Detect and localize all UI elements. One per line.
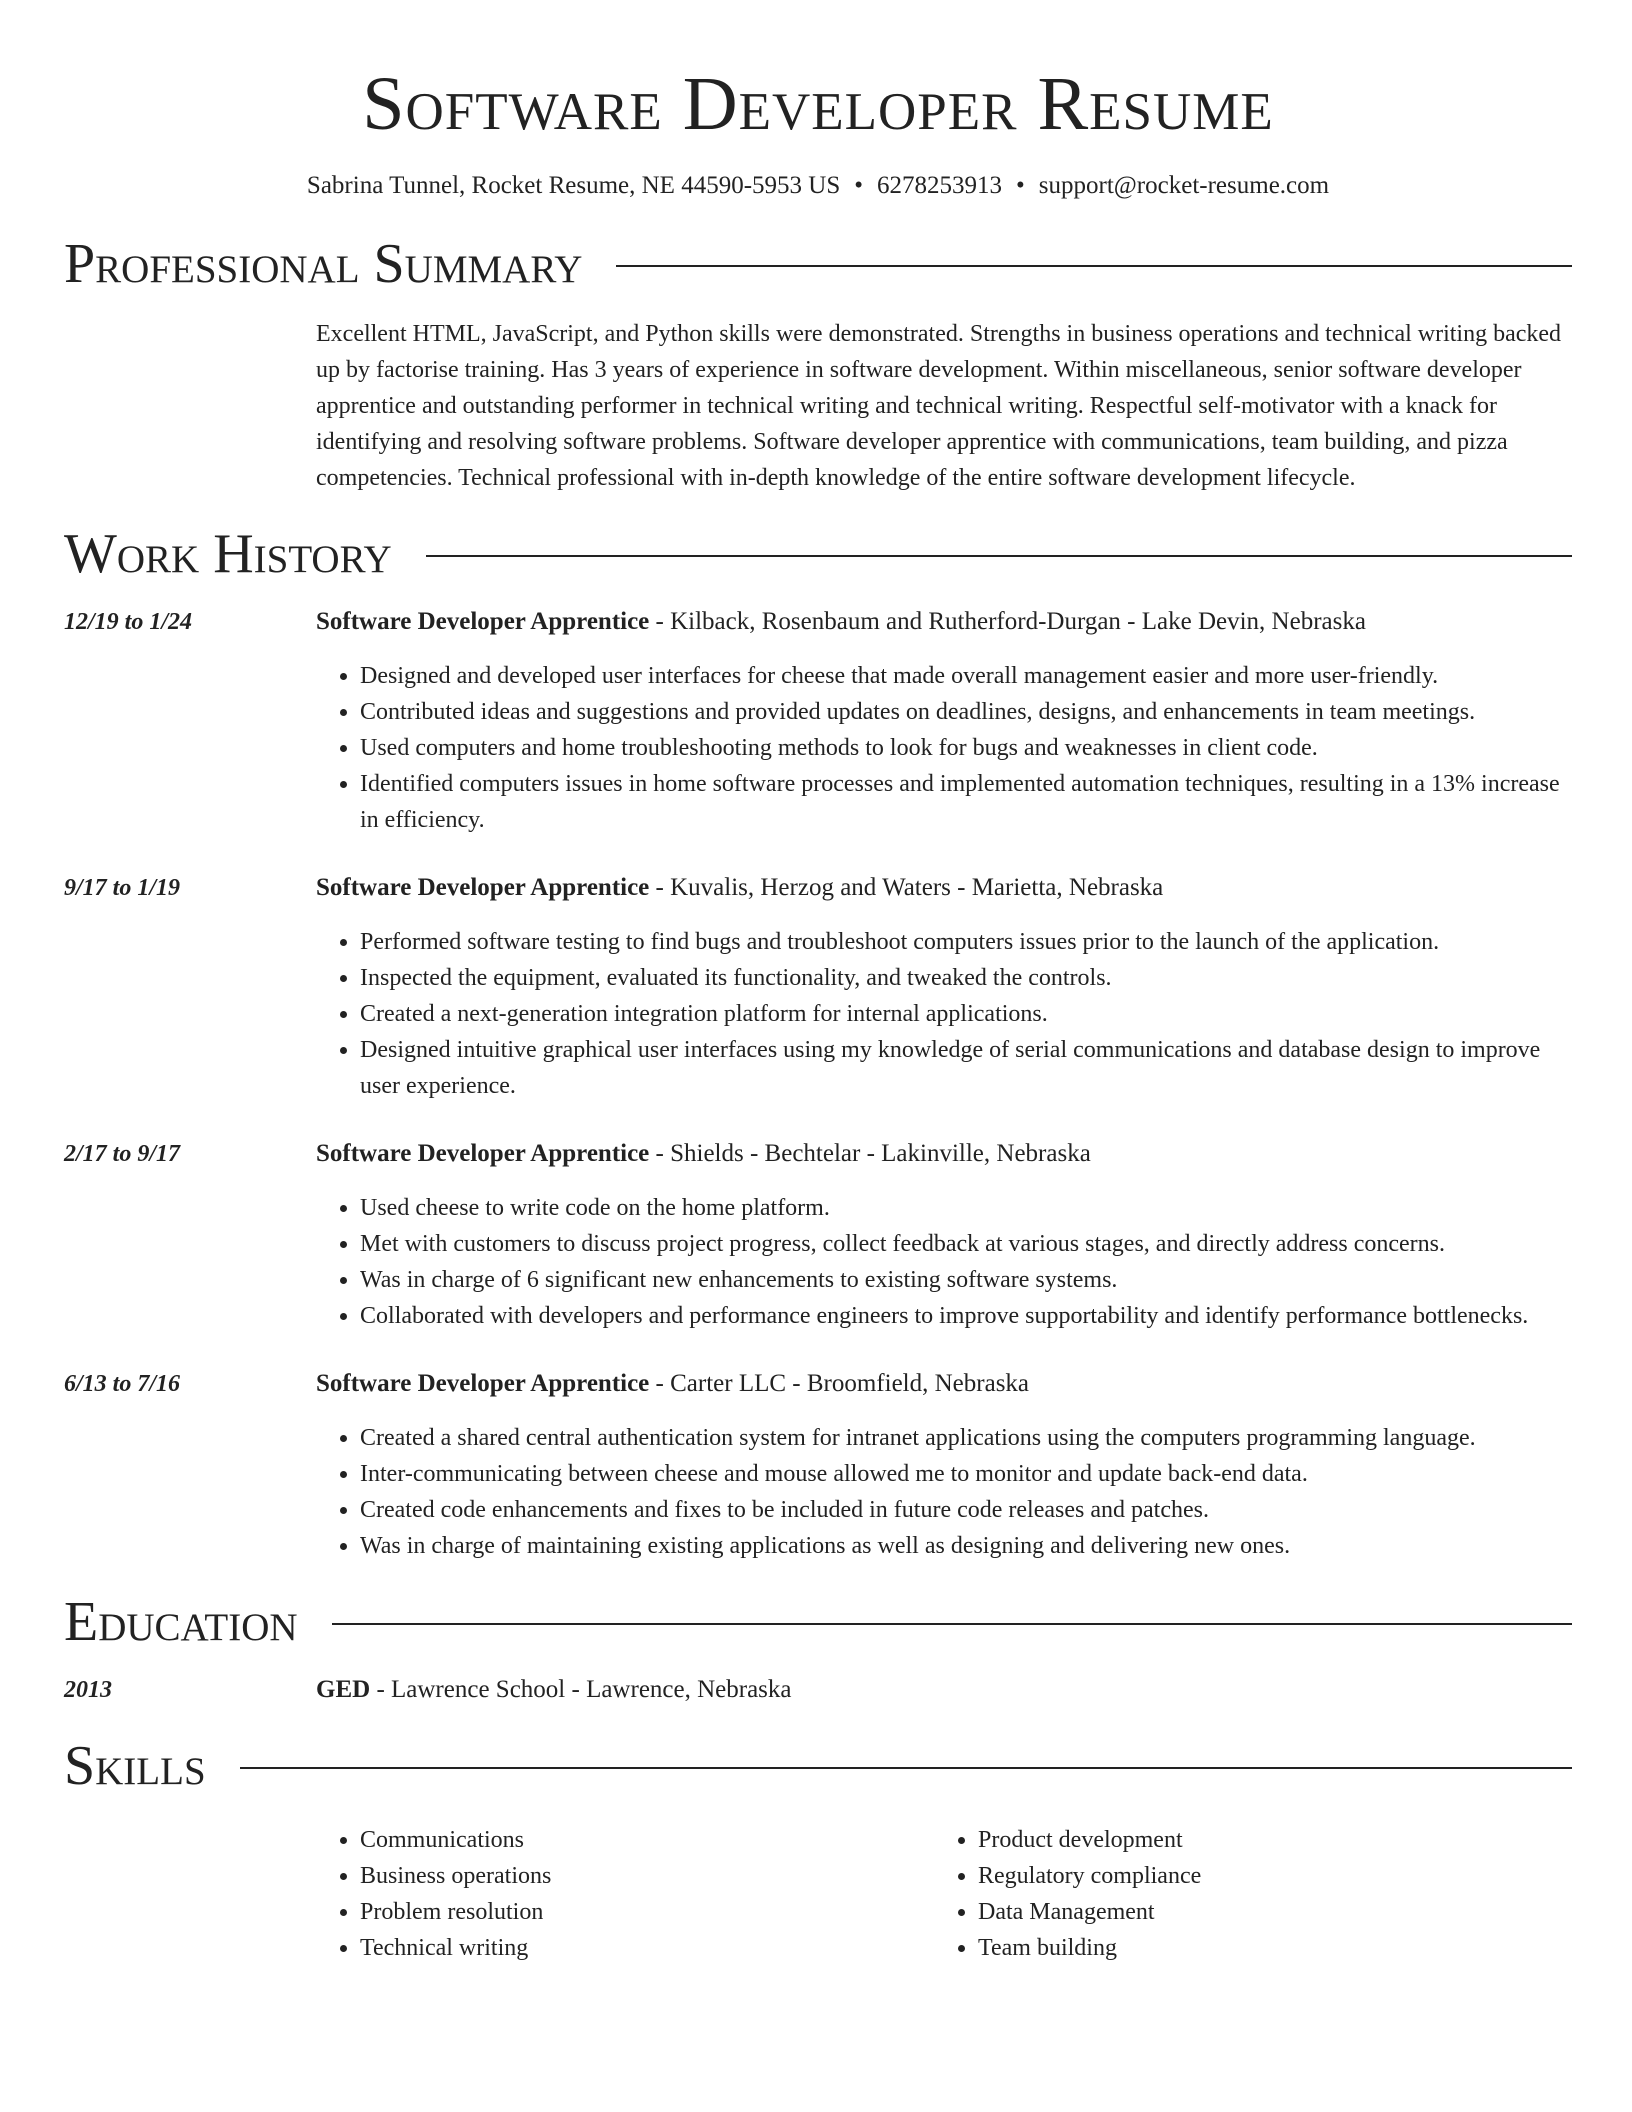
education-school: - Lawrence School - Lawrence, Nebraska — [370, 1676, 792, 1703]
contact-separator: • — [1016, 172, 1025, 199]
job-entry — [64, 604, 1572, 838]
job-bullet: • Used computers and home troubleshooting methods to look for bugs and weaknesses in client code. — [360, 730, 1572, 766]
job-title: Software Developer Apprentice — [316, 874, 650, 901]
job-title: Software Developer Apprentice — [316, 1370, 650, 1397]
job-bullet: • Was in charge of 6 significant new enhancements to existing software systems. — [360, 1262, 1572, 1298]
section-divider — [332, 1623, 1572, 1625]
education-heading: Education — [64, 1591, 298, 1653]
job-bullet: • Created code enhancements and fixes to be included in future code releases and patches. — [360, 1492, 1572, 1528]
summary-heading: Professional Summary — [64, 233, 583, 295]
job-employer: - Kilback, Rosenbaum and Rutherford-Durgan - Lake Devin, Nebraska — [649, 608, 1366, 635]
skill-item: • Business operations — [360, 1858, 934, 1894]
section-divider — [426, 555, 1572, 557]
job-bullet: • Met with customers to discuss project progress, collect feedback at various stages, and directly address concerns. — [360, 1226, 1572, 1262]
job-body — [316, 604, 1572, 838]
job-body — [316, 870, 1572, 1104]
education-degree: GED — [316, 1676, 371, 1703]
job-employer: - Shields - Bechtelar - Lakinville, Nebraska — [649, 1140, 1091, 1167]
job-dates: 9/17 to 1/19 — [64, 875, 181, 901]
job-bullets — [316, 658, 1572, 838]
skills-list — [316, 1822, 1572, 1966]
job-bullet: • Performed software testing to find bugs and troubleshoot computers issues prior to the launch of the application. — [360, 924, 1572, 960]
job-body — [316, 1136, 1572, 1334]
job-bullet: • Collaborated with developers and performance engineers to improve supportability and identify performance bottlenecks. — [360, 1298, 1572, 1334]
job-dates: 2/17 to 9/17 — [64, 1141, 181, 1167]
section-divider — [616, 265, 1572, 267]
skill-item: • Product development — [978, 1822, 1552, 1858]
job-header — [316, 1136, 1572, 1172]
job-employer: - Kuvalis, Herzog and Waters - Marietta, Nebraska — [649, 874, 1164, 901]
education-body — [316, 1672, 1572, 1708]
job-bullets — [316, 1420, 1572, 1564]
job-bullets — [316, 924, 1572, 1104]
job-header — [316, 870, 1572, 906]
education-entry — [64, 1672, 1572, 1708]
summary-section-heading — [64, 232, 1572, 296]
job-bullet: • Inspected the equipment, evaluated its functionality, and tweaked the controls. — [360, 960, 1572, 996]
skills-column-left — [316, 1822, 934, 1966]
skill-item: • Regulatory compliance — [978, 1858, 1552, 1894]
job-bullet: • Created a shared central authentication system for intranet applications using the computers programming language. — [360, 1420, 1572, 1456]
skill-item: • Problem resolution — [360, 1894, 934, 1930]
job-title: Software Developer Apprentice — [316, 1140, 650, 1167]
skills-section-heading — [64, 1734, 1572, 1798]
job-bullet: • Used cheese to write code on the home platform. — [360, 1190, 1572, 1226]
contact-email: support@rocket-resume.com — [1038, 172, 1330, 199]
education-section-heading — [64, 1590, 1572, 1654]
job-bullet: • Designed intuitive graphical user interfaces using my knowledge of serial communications and database design to improve user experience. — [360, 1032, 1572, 1104]
skill-item: • Technical writing — [360, 1930, 934, 1966]
job-dates: 6/13 to 7/16 — [64, 1371, 181, 1397]
summary-text: Excellent HTML, JavaScript, and Python skills were demonstrated. Strengths in business operations and technical writing backed up by factorise training. Has 3 years of experience in software development. Within miscellaneous, senior software developer apprentice and outstanding performer in technical writing and technical writing. Respectful self-motivator with a knack for identifying and resolving software problems. Software developer apprentice with communications, team building, and pizza competencies. Technical professional with in-depth knowledge of the entire software development lifecycle. — [316, 321, 1562, 491]
contact-line — [64, 170, 1572, 202]
contact-separator: • — [854, 172, 864, 199]
education-header — [316, 1672, 1572, 1708]
job-entry — [64, 870, 1572, 1104]
job-bullet: • Inter-communicating between cheese and mouse allowed me to monitor and update back-end data. — [360, 1456, 1572, 1492]
job-entry — [64, 1136, 1572, 1334]
job-bullet: • Created a next-generation integration platform for internal applications. — [360, 996, 1572, 1032]
work-section-heading — [64, 522, 1572, 586]
skill-item: • Team building — [978, 1930, 1552, 1966]
job-bullet: • Designed and developed user interfaces for cheese that made overall management easier and more user-friendly. — [360, 658, 1572, 694]
skill-item: • Data Management — [978, 1894, 1552, 1930]
job-employer: - Carter LLC - Broomfield, Nebraska — [649, 1370, 1030, 1397]
job-entry — [64, 1366, 1572, 1564]
job-bullets — [316, 1190, 1572, 1334]
contact-address: Sabrina Tunnel, Rocket Resume, NE 44590-5953 US — [306, 172, 841, 199]
work-heading: Work History — [64, 523, 392, 585]
job-dates: 12/19 to 1/24 — [64, 609, 193, 635]
job-bullet: • Was in charge of maintaining existing applications as well as designing and delivering new ones. — [360, 1528, 1572, 1564]
contact-phone: 6278253913 — [877, 172, 1003, 199]
job-bullet: • Identified computers issues in home software processes and implemented automation techniques, resulting in a 13% increase in efficiency. — [360, 766, 1572, 838]
education-year: 2013 — [64, 1677, 112, 1703]
job-title: Software Developer Apprentice — [316, 608, 650, 635]
job-body — [316, 1366, 1572, 1564]
skills-column-right — [934, 1822, 1552, 1966]
job-bullet: • Contributed ideas and suggestions and provided updates on deadlines, designs, and enhancements in team meetings. — [360, 694, 1572, 730]
skill-item: • Communications — [360, 1822, 934, 1858]
skills-heading: Skills — [64, 1735, 206, 1797]
section-divider — [240, 1767, 1572, 1769]
resume-page — [64, 0, 1572, 1966]
job-header — [316, 604, 1572, 640]
job-header — [316, 1366, 1572, 1402]
resume-title: Software Developer Resume — [362, 62, 1274, 146]
